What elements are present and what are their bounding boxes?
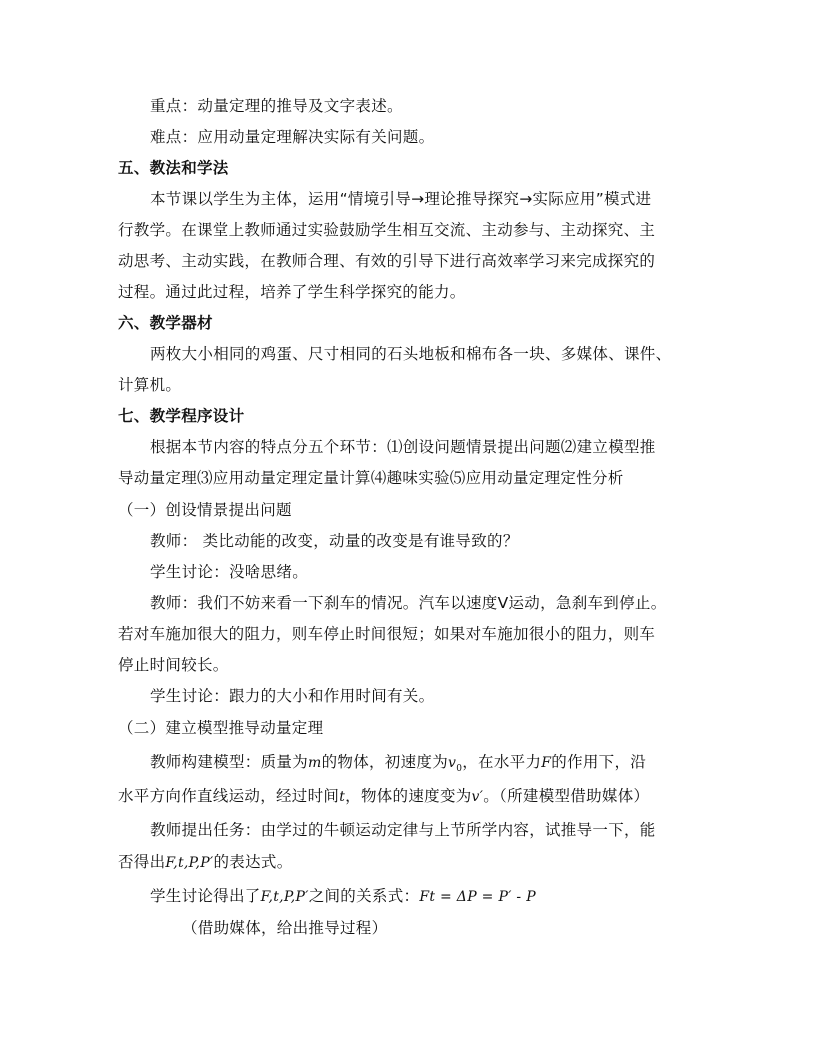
paragraph-line: 否得出F,t,P,P′的表达式。 <box>118 853 293 871</box>
subsection-heading: （二）建立模型推导动量定理 <box>118 719 324 737</box>
paragraph-line: 停止时间较长。 <box>118 656 229 674</box>
paragraph-line: 若对车施加很大的阻力，则车停止时间很短；如果对车施加很小的阻力，则车 <box>118 625 656 643</box>
math-symbol: F <box>541 755 552 771</box>
dialogue-line: 教师：我们不妨来看一下刹车的情况。汽车以速度V运动，急刹车到停止。 <box>150 594 667 612</box>
paragraph-line: 两枚大小相同的鸡蛋、尺寸相同的石头地板和棉布各一块、多媒体、课件、 <box>150 345 672 363</box>
paragraph-line: 过程。通过此过程，培养了学生科学探究的能力。 <box>118 283 466 301</box>
equation: Ft = ΔP = P′ - P <box>419 889 536 905</box>
difficulty-line: 难点：应用动量定理解决实际有关问题。 <box>150 128 435 146</box>
paragraph-line: 根据本节内容的特点分五个环节：⑴创设问题情景提出问题⑵建立模型推 <box>150 438 656 456</box>
dialogue-line: 教师： 类比动能的改变，动量的改变是有谁导致的？ <box>150 532 519 550</box>
key-point-line: 重点：动量定理的推导及文字表述。 <box>150 97 403 115</box>
math-symbol: $v_0$ <box>448 755 463 774</box>
math-expression: F,t,P,P′ <box>260 889 309 905</box>
subsection-heading: （一）创设情景提出问题 <box>118 501 292 519</box>
math-expression: F,t,P,P′ <box>165 855 214 871</box>
dialogue-line: 学生讨论：没啥思绪。 <box>150 563 309 581</box>
dialogue-line: 学生讨论：跟力的大小和作用时间有关。 <box>150 687 435 705</box>
math-symbol: v′ <box>471 789 484 805</box>
paragraph-line: 导动量定理⑶应用动量定理定量计算⑷趣味实验⑸应用动量定理定性分析 <box>118 469 624 487</box>
paragraph-line: 教师提出任务：由学过的牛顿运动定律与上节所学内容，试推导一下，能 <box>150 821 656 839</box>
model-line: 教师构建模型：质量为m的物体，初速度为$v_0$，在水平力F的作用下，沿 <box>150 753 647 774</box>
paragraph-line: 动思考、主动实践，在教师合理、有效的引导下进行高效率学习来完成探究的 <box>118 252 656 270</box>
paragraph-line: 计算机。 <box>118 376 182 394</box>
math-symbol: t <box>339 789 346 805</box>
note-line: （借助媒体，给出推导过程） <box>182 919 388 937</box>
section-heading-equipment: 六、教学器材 <box>118 314 213 332</box>
math-symbol: m <box>308 755 322 771</box>
paragraph-line: 本节课以学生为主体，运用“情境引导→理论推导探究→实际应用”模式进 <box>150 190 652 208</box>
section-heading-procedure: 七、教学程序设计 <box>118 407 245 425</box>
model-line: 水平方向作直线运动，经过时间t，物体的速度变为v′。（所建模型借助媒体） <box>118 787 650 805</box>
section-heading-methods: 五、教法和学法 <box>118 159 229 177</box>
relation-line: 学生讨论得出了F,t,P,P′之间的关系式：Ft = ΔP = P′ - P <box>150 887 536 905</box>
paragraph-line: 行教学。在课堂上教师通过实验鼓励学生相互交流、主动参与、主动探究、主 <box>118 221 656 239</box>
